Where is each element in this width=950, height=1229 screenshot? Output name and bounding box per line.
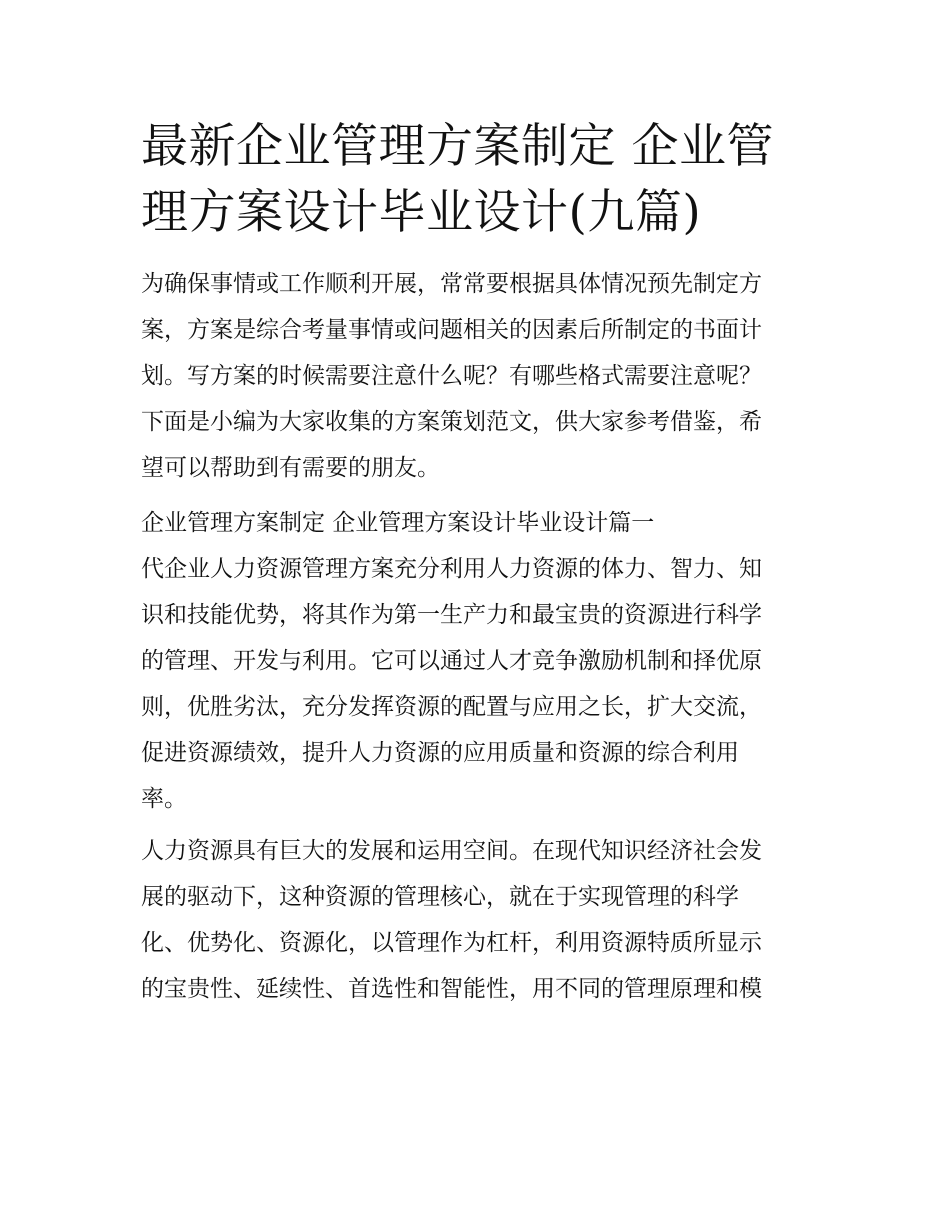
title-line: 最新企业管理方案制定 企业管 — [141, 119, 774, 174]
text-line: 人力资源具有巨大的发展和运用空间。在现代知识经济社会发 — [141, 838, 762, 864]
text-line: 划。写方案的时候需要注意什么呢？有哪些格式需要注意呢？ — [141, 363, 762, 389]
text-line: 下面是小编为大家收集的方案策划范文，供大家参考借鉴，希 — [141, 409, 762, 435]
body-paragraph-1 — [141, 546, 813, 822]
text-line: 案，方案是综合考量事情或问题相关的因素后所制定的书面计 — [141, 317, 762, 343]
document-content — [141, 114, 813, 1012]
text-line: 化、优势化、资源化，以管理作为杠杆，利用资源特质所显示 — [141, 930, 762, 956]
text-line: 的管理、开发与利用。它可以通过人才竞争激励机制和择优原 — [141, 648, 762, 674]
text-line: 的宝贵性、延续性、首选性和智能性，用不同的管理原理和模 — [141, 976, 762, 1002]
text-line: 识和技能优势，将其作为第一生产力和最宝贵的资源进行科学 — [141, 602, 762, 628]
text-line: 促进资源绩效，提升人力资源的应用质量和资源的综合利用 — [141, 740, 739, 766]
intro-paragraph — [141, 261, 813, 491]
text-line: 展的驱动下，这种资源的管理核心，就在于实现管理的科学 — [141, 884, 739, 910]
text-line: 率。 — [141, 786, 187, 812]
text-line: 代企业人力资源管理方案充分利用人力资源的体力、智力、知 — [141, 556, 762, 582]
text-line: 为确保事情或工作顺利开展，常常要根据具体情况预先制定方 — [141, 271, 762, 297]
text-line: 则，优胜劣汰，充分发挥资源的配置与应用之长，扩大交流， — [141, 694, 762, 720]
text-line: 望可以帮助到有需要的朋友。 — [141, 455, 440, 481]
document-title — [141, 114, 813, 246]
body-paragraph-2 — [141, 828, 813, 1012]
title-line: 理方案设计毕业设计(九篇) — [141, 185, 702, 240]
section-heading: 企业管理方案制定 企业管理方案设计毕业设计篇一 — [141, 510, 655, 536]
